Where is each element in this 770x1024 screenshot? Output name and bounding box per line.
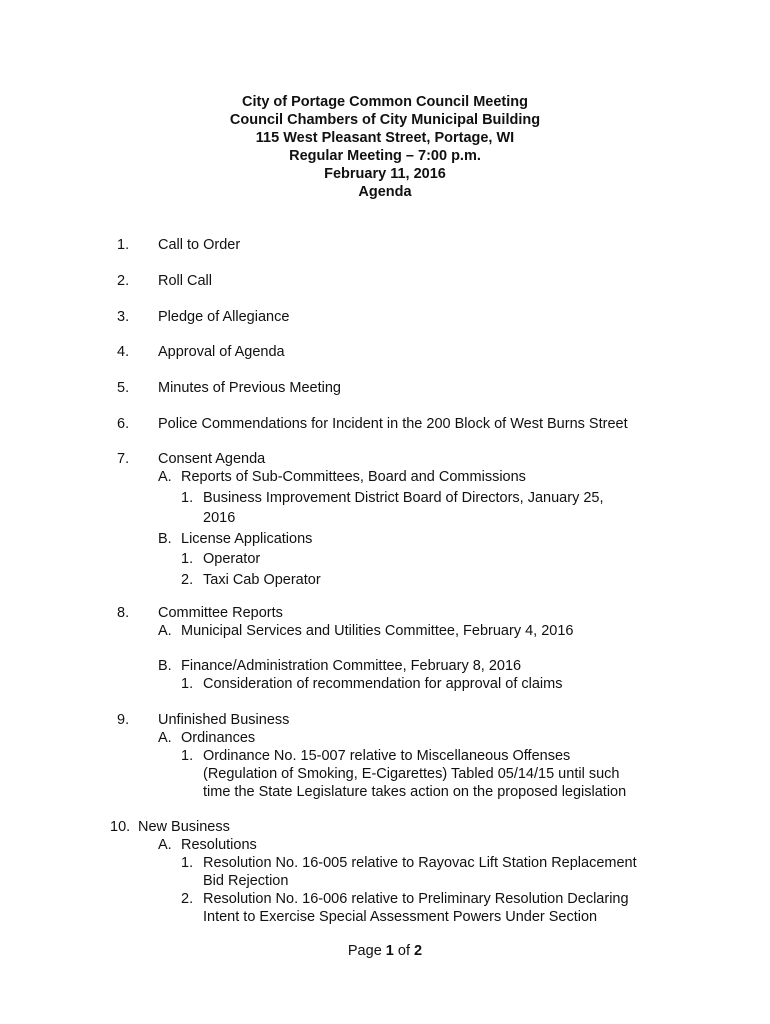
sub-sub-item-number: 1. [181, 855, 194, 871]
agenda-item: Minutes of Previous Meeting [158, 380, 341, 396]
item-number: 3. [117, 309, 130, 325]
agenda-header [0, 93, 770, 201]
sub-sub-item-number: 2. [181, 572, 194, 588]
page-footer [0, 942, 770, 960]
meeting-title: City of Portage Common Council Meeting [242, 94, 528, 110]
meeting-address: 115 West Pleasant Street, Portage, WI [255, 130, 515, 146]
sub-sub-item-number: 1. [181, 748, 194, 764]
sub-sub-item-continued: time the State Legislature takes action on the proposed legislation [203, 784, 627, 800]
item-number: 10. [110, 819, 131, 835]
agenda-heading: Agenda [358, 184, 412, 200]
sub-item: Municipal Services and Utilities Committee, February 4, 2016 [181, 623, 574, 639]
meeting-type-time: Regular Meeting – 7:00 p.m. [289, 148, 481, 164]
total-page-count: 2 [414, 943, 423, 959]
sub-item: License Applications [181, 531, 313, 547]
sub-sub-item: Taxi Cab Operator [203, 572, 321, 588]
sub-sub-item-continued: Bid Rejection [203, 873, 289, 889]
meeting-date: February 11, 2016 [324, 166, 446, 182]
agenda-item: Approval of Agenda [158, 344, 285, 360]
sub-item-letter: A. [158, 730, 172, 746]
meeting-location: Council Chambers of City Municipal Building [229, 112, 541, 128]
sub-sub-item: Resolution No. 16-006 relative to Preliminary Resolution Declaring [203, 891, 629, 907]
sub-sub-item-number: 2. [181, 891, 194, 907]
agenda-item: Consent Agenda [158, 451, 266, 467]
agenda-item: Police Commendations for Incident in the 200 Block of West Burns Street [158, 416, 628, 432]
sub-item: Reports of Sub-Committees, Board and Commissions [181, 469, 526, 485]
sub-sub-item-number: 1. [181, 676, 194, 692]
agenda-item: Call to Order [158, 237, 241, 253]
sub-sub-item-number: 1. [181, 490, 194, 506]
item-number: 5. [117, 380, 130, 396]
agenda-item: Roll Call [158, 273, 212, 289]
sub-sub-item: Ordinance No. 15-007 relative to Miscellaneous Offenses [203, 748, 571, 764]
current-page-number: 1 [385, 943, 394, 959]
sub-item: Ordinances [181, 730, 256, 746]
agenda-item: Unfinished Business [158, 712, 290, 728]
sub-item: Resolutions [181, 837, 257, 853]
sub-sub-item: Consideration of recommendation for approval of claims [203, 676, 563, 692]
sub-sub-item-continued: Intent to Exercise Special Assessment Powers Under Section [203, 909, 598, 925]
item-number: 6. [117, 416, 130, 432]
sub-sub-item-continued: 2016 [203, 510, 236, 526]
sub-sub-item-number: 1. [181, 551, 194, 567]
sub-sub-item: Operator [203, 551, 261, 567]
sub-sub-item-continued: (Regulation of Smoking, E-Cigarettes) Tabled 05/14/15 until such [203, 766, 620, 782]
agenda-item: Pledge of Allegiance [158, 309, 290, 325]
sub-item-letter: A. [158, 623, 172, 639]
item-number: 4. [117, 344, 130, 360]
sub-sub-item: Resolution No. 16-005 relative to Rayovac Lift Station Replacement [203, 855, 637, 871]
agenda-item: Committee Reports [158, 605, 283, 621]
sub-item-letter: A. [158, 837, 172, 853]
sub-item-letter: B. [158, 531, 172, 547]
item-number: 1. [117, 237, 130, 253]
sub-item-letter: A. [158, 469, 172, 485]
item-number: 2. [117, 273, 130, 289]
item-number: 7. [117, 451, 130, 467]
item-number: 8. [117, 605, 130, 621]
agenda-item: New Business [138, 819, 230, 835]
sub-item: Finance/Administration Committee, February 8, 2016 [181, 658, 522, 674]
sub-sub-item: Business Improvement District Board of Directors, January 25, [203, 490, 604, 506]
page-of-label: of [397, 943, 410, 959]
item-number: 9. [117, 712, 130, 728]
page-label: Page [347, 943, 382, 959]
sub-item-letter: B. [158, 658, 172, 674]
